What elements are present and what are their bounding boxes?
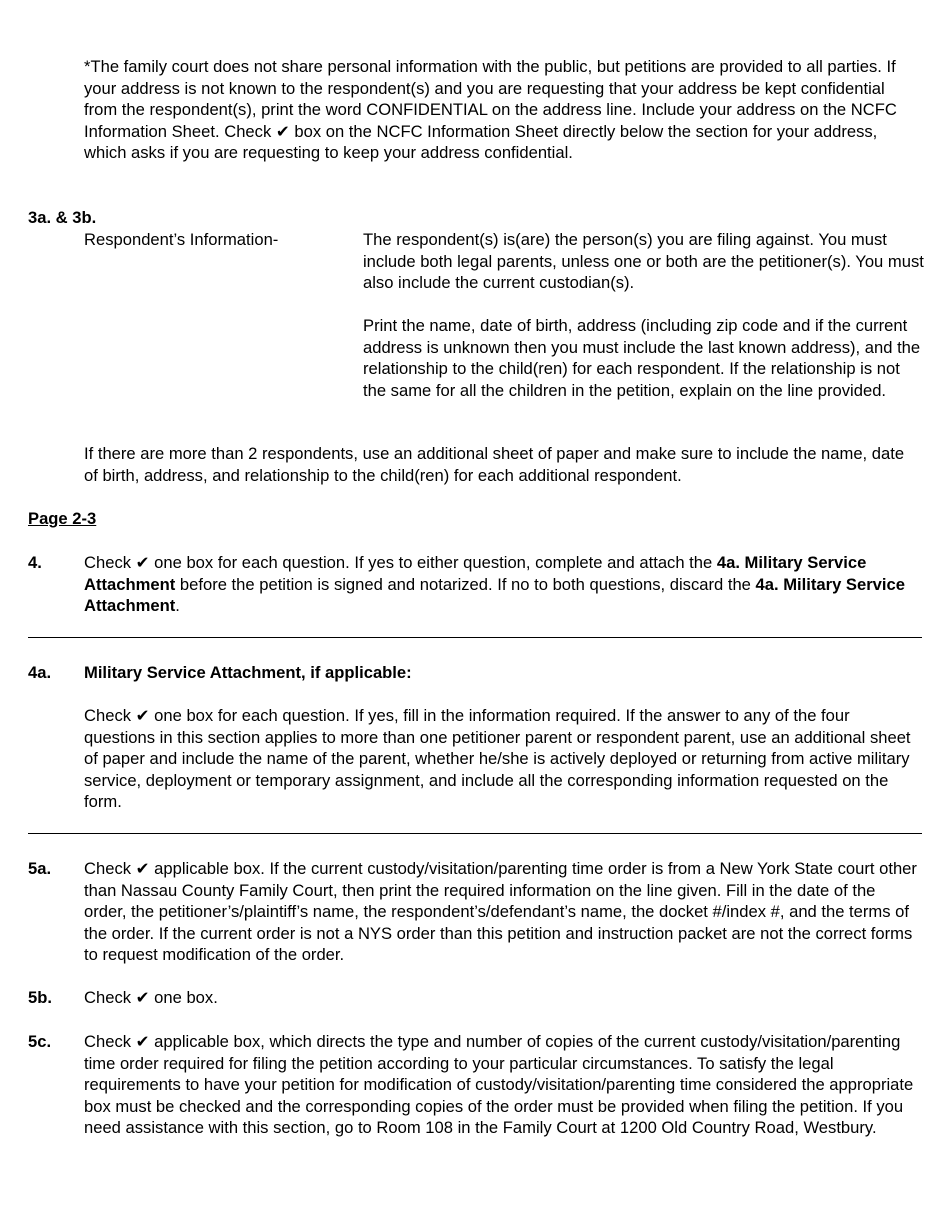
section-4-bold-b: 4a. Military Service Attachment [84,574,905,615]
section-5c-text: Check ✔ applicable box, which directs the type and number of copies of the current custody/visitation/parenting time order required for filing the petition according to your particular circumstances. To satisfy the legal requirements to have your petition for modification of custody/visitation/parenting time considered the appropriate box must be checked and the corresponding copies of the order must be provided when filing the petition. If you need assistance with this section, go to Room 108 in the Family Court at 1200 Old Country Road, Westbury. [84,1032,914,1137]
section-5a-text: Check ✔ applicable box. If the current custody/visitation/parenting time order is from a New York State court other than Nassau County Family Court, then print the required information on the line given. Fill in the date of the order, the petitioner’s/plaintiff’s name, the respondent’s/defendant’s name, the docket #/index #, and the terms of the order. If the current order is not a NYS order than this petition and instruction packet are not the correct forms to request modification of the order. [84,859,917,964]
section-5a-number: 5a. [28,859,52,878]
section-4-text-c: . [175,596,180,615]
respondent-info-label: Respondent’s Information- [84,230,279,249]
respondent-info-para-2: Print the name, date of birth, address (including zip code and if the current address is unknown then you must include the last known address), and the relationship to the child(ren) for each respondent. If the relationship is not the same for all the children in the petition, explain on the line provided. [363,316,921,400]
confidential-note: *The family court does not share personal information with the public, but petitions are provided to all parties. If your address is not known to the respondent(s) and you are requesting that your address be kept confidential from the respondent(s), print the word CONFIDENTIAL on the address line. Include your address on the NCFC Information Sheet. Check ✔ box on the NCFC Information Sheet directly below the section for your address, which asks if you are requesting to keep your address confidential. [84,57,897,162]
section-4-bold-a: 4a. Military Service Attachment [84,553,867,594]
divider-2 [28,833,922,834]
respondent-info-para-1: The respondent(s) is(are) the person(s) you are filing against. You must include both legal parents, unless one or both are the petitioner(s). You must also include the current custodian(s). [363,230,924,292]
section-4-number: 4. [28,553,42,572]
section-5b-text: Check ✔ one box. [84,988,218,1007]
page-heading: Page 2-3 [28,509,97,528]
more-respondents-note: If there are more than 2 respondents, use an additional sheet of paper and make sure to include the name, date of birth, address, and relationship to the child(ren) for each additional respondent. [84,444,905,485]
section-4-text-b: before the petition is signed and notarized. If no to both questions, discard the [175,574,756,594]
section-4-text-a: Check ✔ one box for each question. If yes to either question, complete and attach the [84,553,717,572]
section-3-number: 3a. & 3b. [28,208,97,227]
section-4a-title: Military Service Attachment, if applicable: [84,663,412,682]
section-4a-number: 4a. [28,663,52,682]
section-5c-number: 5c. [28,1032,52,1051]
divider-1 [28,637,922,638]
section-4-text [84,552,922,617]
section-4a-text: Check ✔ one box for each question. If yes, fill in the information required. If the answer to any of the four questions in this section applies to more than one petitioner parent or respondent parent, use an additional sheet of paper and include the name of the parent, whether he/she is actively deployed or returning from active military service, deployment or temporary assignment, and include all the corresponding information requested on the form. [84,706,911,811]
section-5b-number: 5b. [28,988,52,1007]
